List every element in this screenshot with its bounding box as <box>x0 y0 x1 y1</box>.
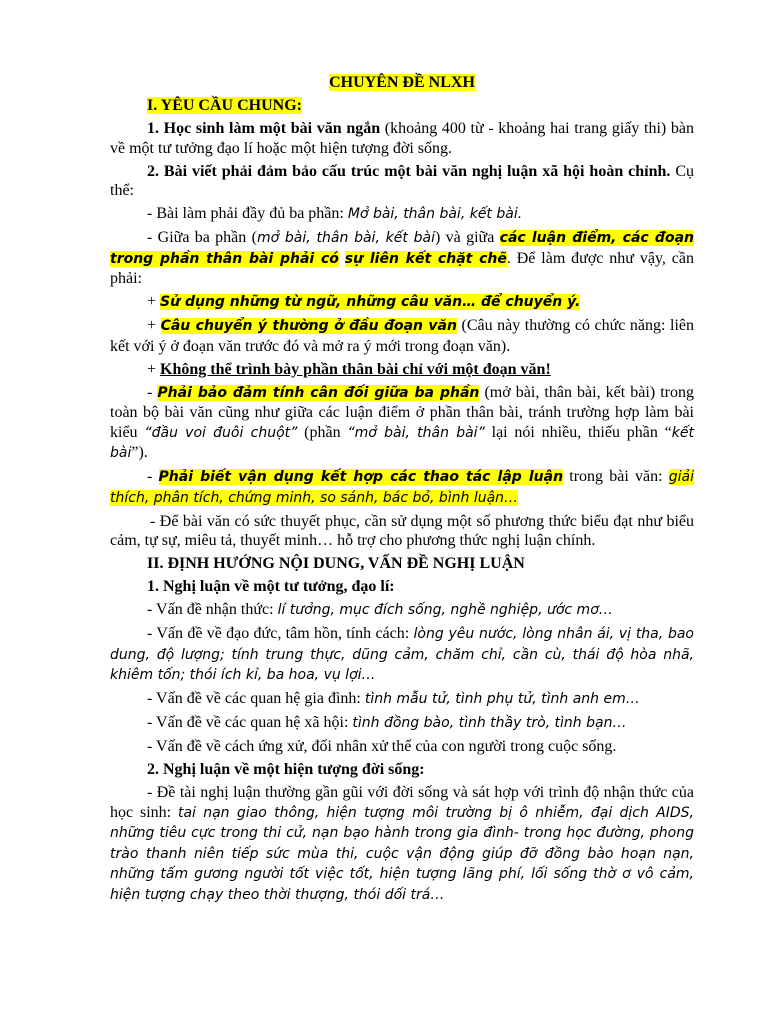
point-balance-text-3: lại nói nhiều, thiếu phần “ <box>484 423 672 441</box>
tip-body-warning-bullet: + <box>147 360 161 378</box>
section-1-heading: I. YÊU CẦU CHUNG: <box>147 97 302 114</box>
point-three-parts <box>110 204 694 225</box>
tip-transition-words-highlight: Sử dụng những từ ngữ, những câu văn… để chuyển ý. <box>160 294 581 310</box>
subsection-1-heading: 1. Nghị luận về một tư tưởng, đạo lí: <box>147 578 395 595</box>
topic-conduct <box>110 737 694 757</box>
point-cohesion-highlight-2: sự liên kết chặt chẽ <box>344 250 507 267</box>
point-balance <box>110 383 694 464</box>
tip-transition-sentence-text: (Câu này thường có chức năng: liên kết với ý ở đoạn văn trước đó và mở ra ý mới trong đoạn văn). <box>110 317 694 355</box>
topic-life-phenomena-italic: tai nạn giao thông, hiện tượng môi trường bị ô nhiễm, đại dịch AIDS, những tiêu cực trong thi cử, nạn bạo hành trong gia đình- trong học đường, phong trào thanh niên tiếp sức mùa thi, cuộc vận động giúp đỡ đồng bào hoạn nạn, những tấm gương người tốt việc tốt, hiện tượng lãng phí, lối sống thờ ơ vô cảm, hiện tượng chạy theo thời thượng, thói dối trá… <box>110 804 695 903</box>
subsection-2-heading: 2. Nghị luận về một hiện tượng đời sống: <box>147 761 425 778</box>
topic-social <box>110 713 694 734</box>
point-cohesion-text-3: . Để làm được như vậy, cần phải: <box>110 249 694 287</box>
point-cohesion-text-2: ) và giữa <box>435 229 500 246</box>
point-cohesion <box>110 228 694 289</box>
point-balance-text-4: ”). <box>131 444 148 461</box>
section-2-heading-line <box>110 554 694 574</box>
topic-conduct-text: - Vấn đề về cách ứng xử, đối nhân xử thế của con người trong cuộc sống. <box>147 738 617 755</box>
point-balance-italic-3: kết bài <box>110 424 694 461</box>
point-operations-highlight: Phải biết vận dụng kết hợp các thao tác lập luận <box>158 469 564 485</box>
point-balance-highlight: Phải bảo đảm tính cân đối giữa ba phần <box>157 384 480 401</box>
tip-body-warning-text: Không thể trình bày phần thân bài chỉ với một đoạn văn! <box>160 360 551 378</box>
point-cohesion-space <box>339 250 345 267</box>
topic-morality-italic: lòng yêu nước, lòng nhân ái, vị tha, bao dung, độ lượng; tính trung thực, dũng cảm, chăm chỉ, cần cù, thái độ hòa nhã, khiêm tốn; thói ích kỉ, ba hoa, vụ lợi… <box>110 626 695 683</box>
topic-social-italic: tình đồng bào, tình thầy trò, tình bạn… <box>352 715 627 731</box>
point-expression-text: - Để bài văn có sức thuyết phục, cần sử dụng một số phương thức biểu đạt như biểu cảm, tự sự, miêu tả, thuyết minh… hỗ trợ cho phương thức nghị luận chính. <box>110 512 694 549</box>
topic-life-phenomena-text: - Đề tài nghị luận thường gần gũi với đời sống và sát hợp với trình độ nhận thức của học sinh: <box>110 784 694 821</box>
point-expression <box>110 512 694 551</box>
point-operations-text: trong bài văn: <box>563 468 669 485</box>
point-operations <box>110 467 694 508</box>
tip-transition-words <box>110 292 694 313</box>
tip-transition-words-bullet: + <box>147 293 161 310</box>
point-balance-dash: - <box>147 383 158 401</box>
point-balance-text-1: (mở bài, thân bài, kết bài) trong toàn bộ bài văn cũng như giữa các luận điểm ở phần thân bài, tránh trường hợp làm bài kiểu <box>110 383 695 441</box>
point-operations-dash: - <box>147 468 159 485</box>
topic-awareness-italic: lí tưởng, mục đích sống, nghề nghiệp, ước mơ… <box>277 602 613 618</box>
point-balance-italic-1: “đầu voi đuôi chuột” <box>144 424 298 441</box>
topic-awareness-text: - Vấn đề nhận thức: <box>147 601 278 618</box>
document-title-line <box>110 73 694 93</box>
requirement-1 <box>110 119 694 158</box>
requirement-2-lead: 2. Bài viết phải đảm bảo cấu trúc một bài văn nghị luận xã hội hoàn chỉnh. <box>147 162 671 180</box>
requirement-2-text: Cụ thể: <box>110 162 695 199</box>
point-cohesion-text-1: - Giữa ba phần ( <box>147 229 257 246</box>
point-three-parts-text: - Bài làm phải đầy đủ ba phần: <box>147 205 348 222</box>
topic-morality <box>110 624 694 686</box>
document-title: CHUYÊN ĐỀ NLXH <box>329 74 475 91</box>
section-1-heading-line <box>110 96 694 116</box>
point-balance-text-2: (phần <box>297 423 348 441</box>
document-body <box>110 73 694 909</box>
topic-family-text: - Vấn đề về các quan hệ gia đình: <box>147 690 365 707</box>
point-three-parts-italic: Mở bài, thân bài, kết bài. <box>347 206 523 222</box>
point-cohesion-highlight-1: các luận điểm, các đoạn trong phần thân bài phải có <box>110 230 694 267</box>
tip-transition-sentence <box>110 316 694 356</box>
tip-transition-sentence-highlight: Câu chuyển ý thường ở đầu đoạn văn <box>160 318 457 334</box>
point-operations-italic: giải thích, phân tích, chứng minh, so sánh, bác bỏ, bình luận… <box>110 469 694 506</box>
requirement-2 <box>110 162 694 201</box>
section-2-heading: II. ĐỊNH HƯỚNG NỘI DUNG, VẤN ĐỀ NGHỊ LUẬN <box>147 555 525 572</box>
requirement-1-text: (khoảng 400 từ - khoảng hai trang giấy thi) bàn về một tư tưởng đạo lí hoặc một hiện tượng đời sống. <box>110 120 695 157</box>
topic-awareness <box>110 600 694 621</box>
point-balance-italic-2: “mở bài, thân bài” <box>347 424 485 441</box>
topic-morality-text: - Vấn đề về đạo đức, tâm hồn, tính cách: <box>147 625 414 642</box>
topic-life-phenomena <box>110 783 694 905</box>
topic-social-text: - Vấn đề về các quan hệ xã hội: <box>147 714 353 731</box>
point-cohesion-italic: mở bài, thân bài, kết bài <box>256 230 436 246</box>
requirement-1-lead: 1. Học sinh làm một bài văn ngắn <box>147 120 381 137</box>
subsection-2-heading-line <box>110 760 694 780</box>
tip-body-warning <box>110 360 694 380</box>
subsection-1-heading-line <box>110 577 694 597</box>
topic-family <box>110 689 694 710</box>
topic-family-italic: tình mẫu tử, tình phụ tử, tình anh em… <box>364 691 640 707</box>
tip-transition-sentence-bullet: + <box>147 317 161 334</box>
